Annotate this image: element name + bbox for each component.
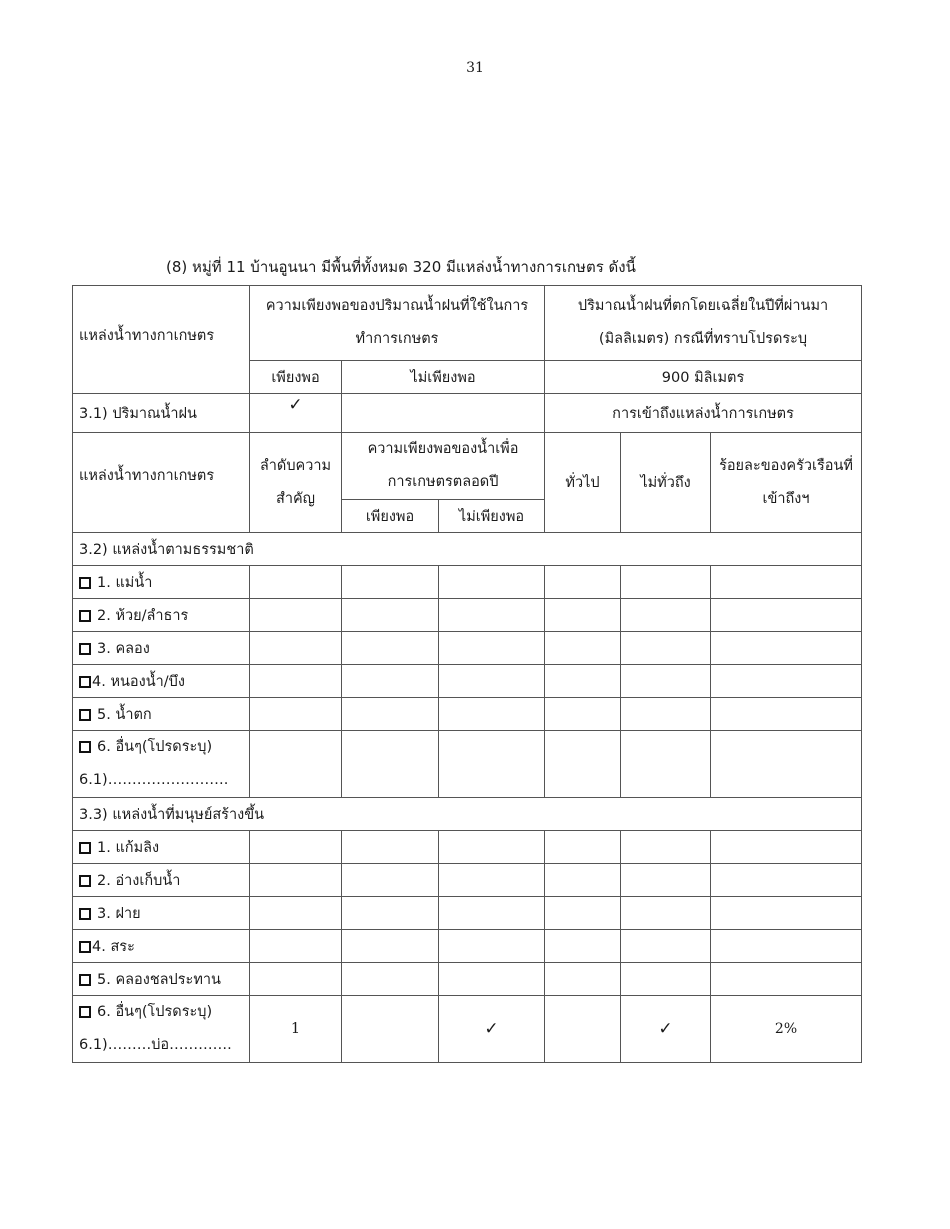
natural-item-cell xyxy=(73,731,250,798)
checkbox[interactable] xyxy=(79,875,91,887)
natural-item-cell xyxy=(73,632,250,665)
source-header-cell xyxy=(73,286,250,394)
natural-item-label: 2. ห้วย/ลำธาร xyxy=(97,607,189,624)
check-mark-icon: ✓ xyxy=(658,1019,673,1039)
insufficient-cell xyxy=(439,996,545,1063)
natural-item-label: 3. คลอง xyxy=(97,640,150,657)
natural-item-label: 5. น้ำตก xyxy=(97,706,152,723)
not-universal-cell xyxy=(621,996,711,1063)
manmade-item-label: 1. แก้มลิง xyxy=(97,839,160,856)
natural-item-cell xyxy=(73,665,250,698)
checkbox[interactable] xyxy=(79,610,91,622)
checkbox[interactable] xyxy=(79,643,91,655)
table-row xyxy=(73,897,862,930)
table-row xyxy=(73,831,862,864)
table-row xyxy=(73,599,862,632)
table-row xyxy=(73,963,862,996)
natural-other-detail: 6.1)……………………. xyxy=(79,772,229,788)
year-round-header: ความเพียงพอของน้ำเพื่อการเกษตรตลอดปี xyxy=(342,433,545,500)
rain-insufficient-cell xyxy=(342,394,545,433)
checkbox[interactable] xyxy=(79,741,91,753)
natural-item-cell xyxy=(73,566,250,599)
natural-item-label: 1. แม่น้ำ xyxy=(97,574,153,591)
natural-item-cell xyxy=(73,698,250,731)
avg-rainfall-header: ปริมาณน้ำฝนที่ตกโดยเฉลี่ยในปีที่ผ่านมา (มิลลิเมตร) กรณีที่ทราบโปรดระบุ xyxy=(545,286,862,361)
households-pct-value: 2% xyxy=(711,996,862,1063)
not-universal-header: ไม่ทั่วถึง xyxy=(621,433,711,533)
water-source-table xyxy=(72,285,862,1063)
source-header-label-2: แหล่งน้ำทางกาเกษตร xyxy=(79,468,215,484)
natural-item-cell xyxy=(73,599,250,632)
manmade-item-cell xyxy=(73,963,250,996)
checkbox[interactable] xyxy=(79,941,91,953)
rain-sufficient-header: เพียงพอ xyxy=(250,361,342,394)
check-mark-icon: ✓ xyxy=(288,395,303,415)
priority-value: 1 xyxy=(250,996,342,1063)
manmade-item-cell xyxy=(73,864,250,897)
manmade-item-label: 2. อ่างเก็บน้ำ xyxy=(97,872,181,889)
table-row xyxy=(73,930,862,963)
table-caption: (8) หมู่ที่ 11 บ้านอูนนา มีพื้นที่ทั้งหมด 320 มีแหล่งน้ำทางการเกษตร ดังนี้ xyxy=(166,258,636,276)
manmade-item-cell xyxy=(73,831,250,864)
table-row xyxy=(73,632,862,665)
source-header-label: แหล่งน้ำทางกาเกษตร xyxy=(79,328,215,344)
manmade-item-label: 4. สระ xyxy=(92,938,135,955)
checkbox[interactable] xyxy=(79,1006,91,1018)
manmade-item-label: 5. คลองชลประทาน xyxy=(97,971,221,988)
manmade-item-cell xyxy=(73,897,250,930)
checkbox[interactable] xyxy=(79,974,91,986)
access-heading: การเข้าถึงแหล่งน้ำการเกษตร xyxy=(545,394,862,433)
rain-row-label: 3.1) ปริมาณน้ำฝน xyxy=(73,394,250,433)
natural-section-heading: 3.2) แหล่งน้ำตามธรรมชาติ xyxy=(73,533,862,566)
check-mark-icon: ✓ xyxy=(484,1019,499,1039)
year-sufficient-header: เพียงพอ xyxy=(342,500,439,533)
table-row xyxy=(73,996,862,1063)
year-insufficient-header: ไม่เพียงพอ xyxy=(439,500,545,533)
table-row xyxy=(73,864,862,897)
rain-insufficient-header: ไม่เพียงพอ xyxy=(342,361,545,394)
general-header: ทั่วไป xyxy=(545,433,621,533)
table-row xyxy=(73,566,862,599)
checkbox[interactable] xyxy=(79,709,91,721)
source-header-cell-2 xyxy=(73,433,250,533)
page-number: 31 xyxy=(466,60,484,76)
natural-item-label: 6. อื่นๆ(โปรดระบุ) xyxy=(97,739,213,755)
checkbox[interactable] xyxy=(79,842,91,854)
manmade-other-detail: 6.1)………บ่อ…………. xyxy=(79,1037,232,1053)
manmade-item-cell xyxy=(73,930,250,963)
manmade-item-cell xyxy=(73,996,250,1063)
table-row xyxy=(73,698,862,731)
manmade-item-label: 6. อื่นๆ(โปรดระบุ) xyxy=(97,1004,213,1020)
rain-sufficiency-header: ความเพียงพอของปริมาณน้ำฝนที่ใช้ในการทำการเกษตร xyxy=(250,286,545,361)
households-pct-header: ร้อยละของครัวเรือนที่เข้าถึงฯ xyxy=(711,433,862,533)
manmade-item-label: 3. ฝาย xyxy=(97,905,141,922)
checkbox[interactable] xyxy=(79,908,91,920)
checkbox[interactable] xyxy=(79,577,91,589)
priority-header: ลำดับความสำคัญ xyxy=(250,433,342,533)
rainfall-value: 900 มิลิเมตร xyxy=(545,361,862,394)
table-row xyxy=(73,665,862,698)
checkbox[interactable] xyxy=(79,676,91,688)
rain-sufficient-cell xyxy=(250,394,342,433)
table-row xyxy=(73,731,862,798)
natural-item-label: 4. หนองน้ำ/บึง xyxy=(92,673,185,690)
manmade-section-heading: 3.3) แหล่งน้ำที่มนุษย์สร้างขึ้น xyxy=(73,798,862,831)
